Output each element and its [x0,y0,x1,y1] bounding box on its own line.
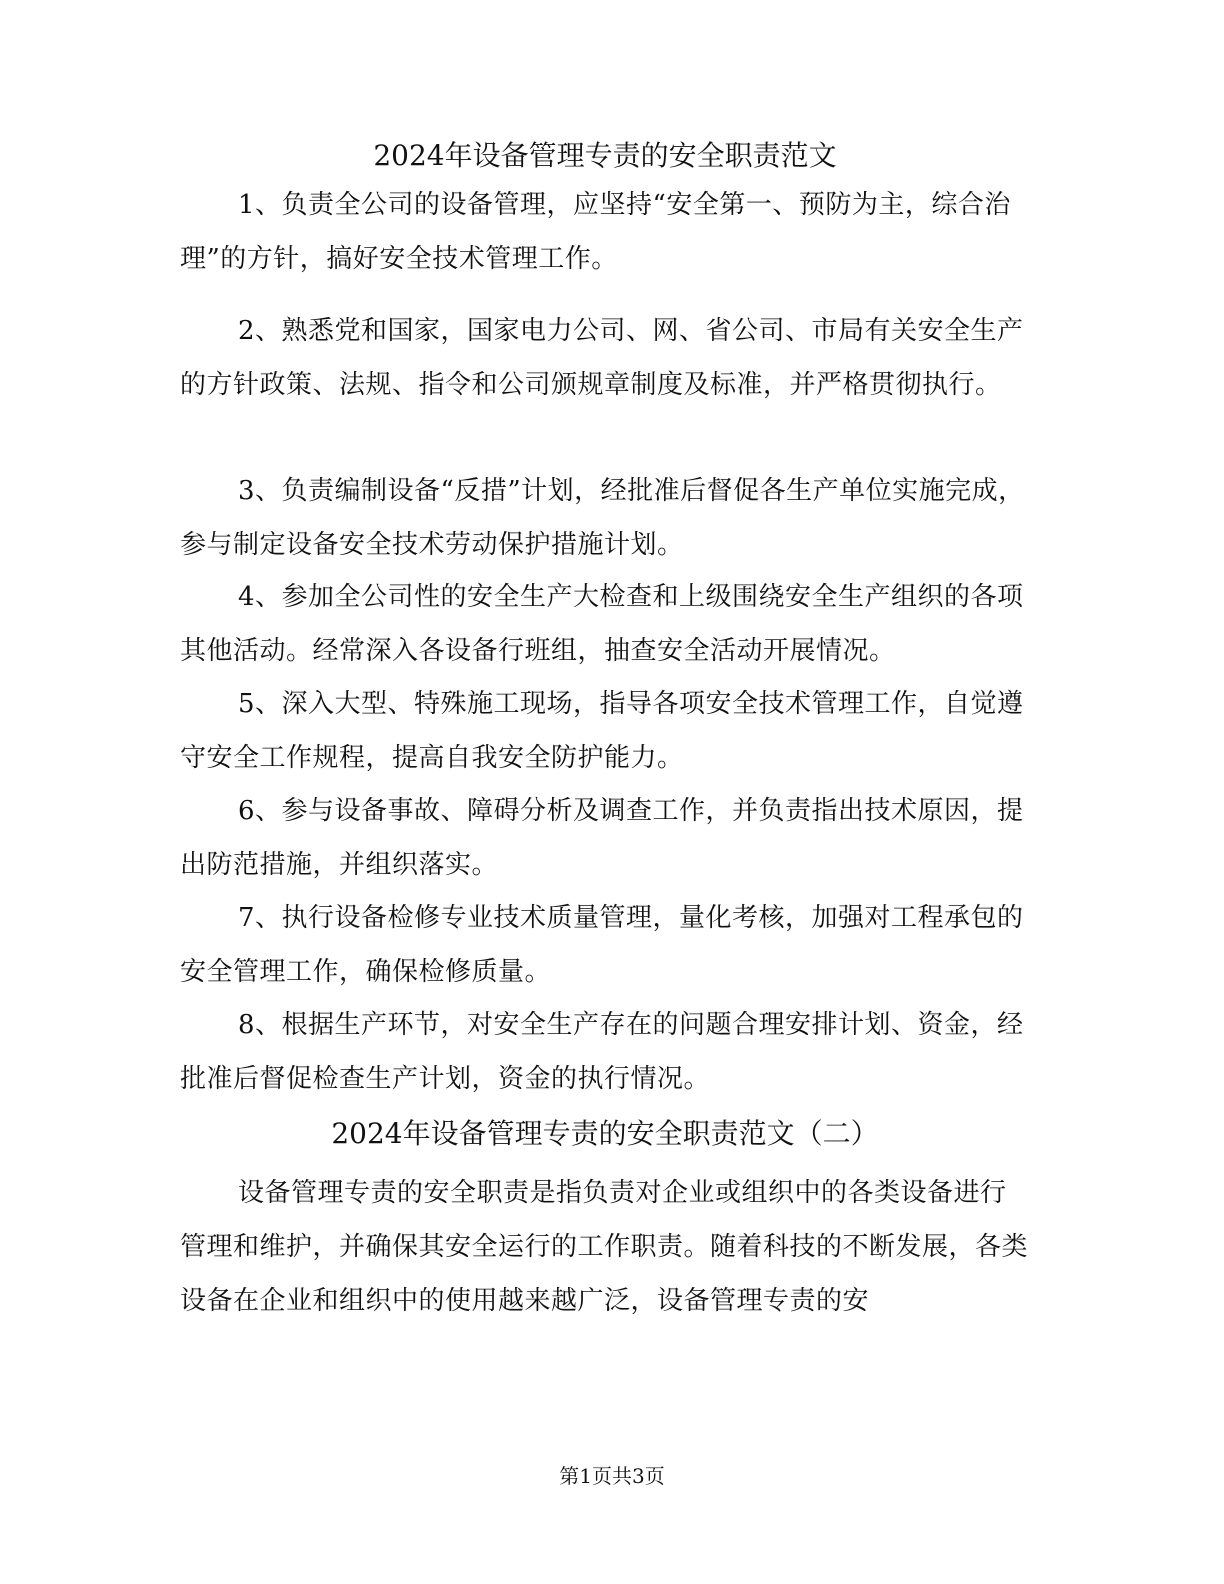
paragraph-8: 8、根据生产环节，对安全生产存在的问题合理安排计划、资金，经批准后督促检查生产计划，资金的执行情况。 [180,1010,1024,1094]
paragraph-6: 6、参与设备事故、障碍分析及调查工作，并负责指出技术原因，提出防范措施，并组织落实。 [180,796,1024,880]
paragraph-4: 4、参加全公司性的安全生产大检查和上级围绕安全生产组织的各项其他活动。经常深入各设备行班组，抽查安全活动开展情况。 [180,582,1024,666]
paragraph-3: 3、负责编制设备“反措”计划，经批准后督促各生产单位实施完成，参与制定设备安全技术劳动保护措施计划。 [180,476,1025,560]
page-number-footer: 第1页共3页 [559,1464,665,1488]
paragraph-7: 7、执行设备检修专业技术质量管理，量化考核，加强对工程承包的安全管理工作，确保检修质量。 [180,903,1024,987]
paragraph-5: 5、深入大型、特殊施工现场，指导各项安全技术管理工作，自觉遵守安全工作规程，提高自我安全防护能力。 [180,689,1024,773]
section-2-title: 2024年设备管理专责的安全职责范文（二） [331,1117,879,1150]
paragraph-1: 1、负责全公司的设备管理，应坚持“安全第一、预防为主，综合治理”的方针，搞好安全技术管理工作。 [180,190,1011,274]
paragraph-2: 2、熟悉党和国家，国家电力公司、网、省公司、市局有关安全生产的方针政策、法规、指令和公司颁规章制度及标准，并严格贯彻执行。 [180,316,1024,400]
section-2-paragraph-1: 设备管理专责的安全职责是指负责对企业或组织中的各类设备进行管理和维护，并确保其安全运行的工作职责。随着科技的不断发展，各类设备在企业和组织中的使用越来越广泛，设备管理专责的安 [180,1178,1029,1316]
document-title: 2024年设备管理专责的安全职责范文 [373,139,837,172]
